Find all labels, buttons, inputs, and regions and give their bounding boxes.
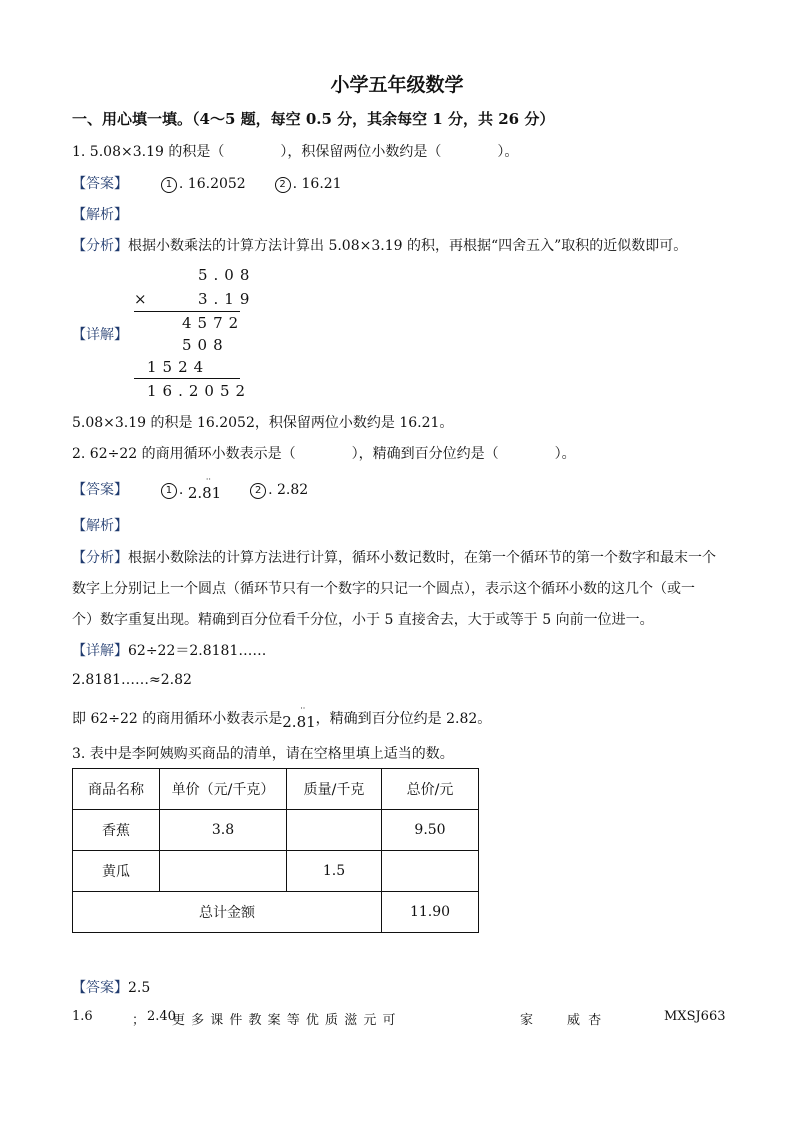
detail-text: 62÷22＝2.8181…… (128, 643, 267, 659)
detail-row-2 (72, 640, 266, 660)
answer-label: 【答案】 (72, 980, 128, 996)
footer-value-2: 2.40 (147, 1009, 176, 1024)
analysis-row-2c: 个）数字重复出现。精确到百分位看千分位，小于 5 直接舍去，大于或等于 5 向前一位进一。 (72, 612, 654, 628)
answer-value: . 2.82 (268, 482, 309, 498)
answer-value: . 16.21 (292, 176, 342, 192)
fenxi-label: 【分析】 (72, 238, 128, 254)
circled-1-icon: 1 (161, 177, 177, 193)
calc-line (134, 378, 240, 379)
calc-row-multiplicand: 5.08 (198, 266, 256, 284)
footer-separator: ； (132, 1013, 146, 1028)
footer-value-1: 1.6 (72, 1009, 93, 1024)
conclusion-text: ，精确到百分位约是 2.82。 (315, 711, 492, 727)
repeating-decimal (187, 475, 222, 502)
table-cell: 1.5 (287, 851, 382, 892)
repeating-dots: ·· (205, 475, 211, 484)
table-header: 质量/千克 (287, 769, 382, 810)
answer-value: . 16.2052 (178, 176, 246, 192)
footer-watermark-text: 家 (520, 1013, 534, 1028)
calc-row-partial-1: 4572 (182, 314, 245, 332)
question-1: 1. 5.08×3.19 的积是（ ），积保留两位小数约是（ ）。 (72, 144, 519, 160)
table-row (73, 851, 479, 892)
answer-value: 2.5 (128, 980, 151, 996)
table-cell (160, 851, 287, 892)
question-3: 3. 表中是李阿姨购买商品的清单，请在空格里填上适当的数。 (72, 746, 454, 762)
calc-row-multiplier: 3.19 (198, 290, 256, 308)
footer-watermark-text: 更 多 课 件 教 案 等 优 质 滋 元 可 (172, 1013, 397, 1028)
analysis-row-1 (72, 235, 687, 255)
repeating-value: 2.81 (187, 484, 222, 502)
table-header: 商品名称 (73, 769, 160, 810)
table-cell (382, 851, 479, 892)
repeating-decimal (282, 704, 316, 731)
repeating-value: 2.81 (282, 713, 316, 731)
analysis-label: 【解析】 (72, 518, 128, 534)
calc-line (134, 311, 240, 312)
conclusion-text: 即 62÷22 的商用循环小数表示是 (72, 711, 283, 727)
table-total-row (73, 892, 479, 933)
table-cell (287, 810, 382, 851)
calc-row-product: 16.2052 (147, 382, 252, 400)
fenxi-text: 根据小数乘法的计算方法计算出 5.08×3.19 的积，再根据“四舍五入”取积的近似数即可。 (128, 238, 688, 254)
calc-row-partial-2: 508 (182, 336, 229, 354)
page-title: 小学五年级数学 (330, 74, 464, 96)
table-row (73, 810, 479, 851)
footer-watermark-text: 威 杏 (567, 1013, 604, 1028)
conclusion-1: 5.08×3.19 的积是 16.2052，积保留两位小数约是 16.21。 (72, 415, 454, 431)
fenxi-text: 根据小数除法的计算方法进行计算，循环小数记数时，在第一个循环节的第一个数字和最末一个 (128, 550, 716, 566)
detail-label: 【详解】 (72, 327, 128, 343)
answer-label: 【答案】 (72, 482, 128, 498)
analysis-label: 【解析】 (72, 207, 128, 223)
footer-code: MXSJ663 (664, 1009, 726, 1024)
circled-2-icon: 2 (250, 483, 266, 499)
table-cell: 9.50 (382, 810, 479, 851)
answer-label: 【答案】 (72, 176, 128, 192)
answer-prefix: . (178, 482, 184, 498)
calc-row-partial-3: 1524 (147, 358, 210, 376)
fenxi-label: 【分析】 (72, 550, 128, 566)
table-cell: 黄瓜 (73, 851, 160, 892)
section-heading: 一、用心填一填。（4～5 题，每空 0.5 分，其余每空 1 分，共 26 分） (72, 110, 555, 128)
table-cell-total-value: 11.90 (382, 892, 479, 933)
approx-row-2: 2.8181……≈2.82 (72, 672, 192, 688)
detail-label: 【详解】 (72, 643, 128, 659)
circled-2-icon: 2 (275, 177, 291, 193)
calc-times-sign: × (134, 290, 153, 308)
answer-row-1 (72, 173, 342, 193)
analysis-row-2a (72, 547, 716, 567)
repeating-dots: ·· (300, 704, 306, 713)
goods-table (72, 768, 479, 933)
table-cell: 3.8 (160, 810, 287, 851)
analysis-row-2b: 数字上分别记上一个圆点（循环节只有一个数字的只记一个圆点），表示这个循环小数的这几个（或一 (72, 581, 695, 597)
question-2: 2. 62÷22 的商用循环小数表示是（ ），精确到百分位约是（ ）。 (72, 446, 576, 462)
answer-row-3 (72, 977, 150, 997)
table-header-row (73, 769, 479, 810)
table-header: 总价/元 (382, 769, 479, 810)
answer-row-2 (72, 475, 309, 502)
conclusion-2 (72, 704, 492, 731)
table-header: 单价（元/千克） (160, 769, 287, 810)
table-cell-total-label: 总计金额 (73, 892, 382, 933)
table-cell: 香蕉 (73, 810, 160, 851)
circled-1-icon: 1 (161, 483, 177, 499)
